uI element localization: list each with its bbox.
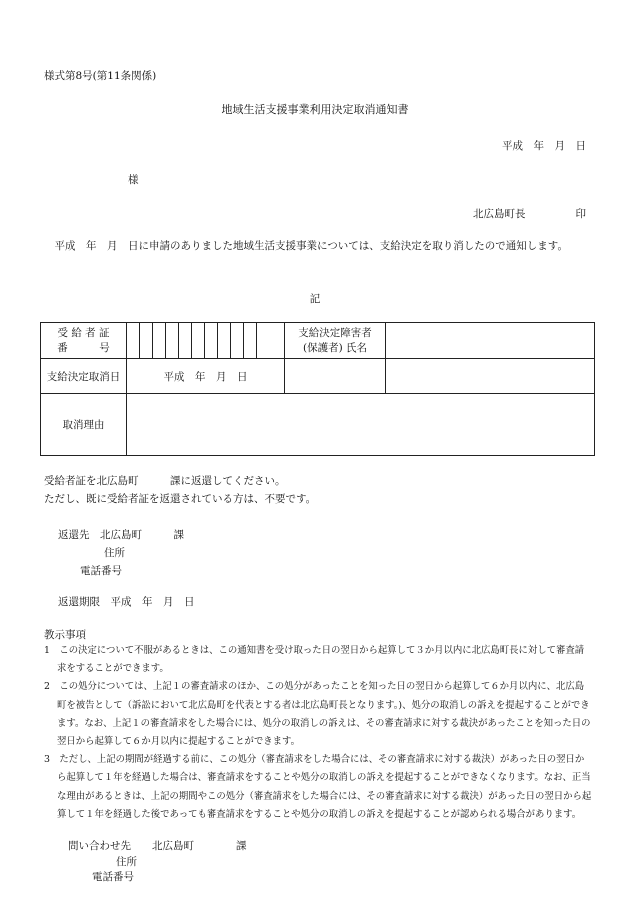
reason-value[interactable]	[127, 394, 595, 456]
cert-digit-cell[interactable]	[153, 323, 166, 359]
blank-cell	[285, 359, 386, 394]
contact-label: 問い合わせ先 北広島町 課	[68, 840, 247, 852]
form-number: 様式第8号(第11条関係)	[44, 70, 157, 82]
cert-digit-cell[interactable]	[192, 323, 205, 359]
recipient-name-value[interactable]	[386, 323, 595, 359]
table-row	[41, 323, 595, 359]
cert-digit-cell[interactable]	[127, 323, 140, 359]
contact-address-label: 住所	[116, 855, 137, 868]
list-item: 3 ただし、上記の期間が経過する前に、この処分（審査請求をした場合には、その審査請求に対する裁決）があった日の翌日から起算して１年を経過した場合は、審査請求をすることや処分の取消しの訴えを提起することができなくなります。なお、正当な理由があるときは、上記の期間やこの処分（審査請求をした場合には、その審査請求に対する裁決）があった日の翌日から起算して１年を経過した後であっても審査請求をすることや処分の取消しの訴えを提起することが認められる場合があります。	[44, 754, 592, 820]
cert-digit-cell[interactable]	[218, 323, 231, 359]
reason-label: 取消理由	[41, 394, 127, 456]
ki-heading: 記	[309, 293, 321, 305]
return-destination-label: 返還先 北広島町 課	[58, 529, 184, 541]
cancel-date-label: 支給決定取消日	[41, 359, 127, 394]
return-address-label: 住所	[104, 547, 125, 559]
issue-date: 平成 年 月 日	[502, 140, 586, 152]
contact-phone-label: 電話番号	[92, 871, 134, 883]
recipient-name-label	[285, 323, 386, 359]
return-instruction-line1: 受給者証を北広島町 課に返還してください。	[44, 475, 286, 487]
cert-digit-cell[interactable]	[231, 323, 244, 359]
cert-number-label-line2: 番 号	[57, 341, 110, 354]
cert-digit-cell[interactable]	[205, 323, 218, 359]
cancel-date-value[interactable]: 平成 年 月 日	[127, 359, 285, 394]
list-item: 1 この決定について不服があるときは、この通知書を受け取った日の翌日から起算して３か月以内に北広島町長に対して審査請求をすることができます。	[44, 645, 585, 675]
blank-cell	[386, 359, 595, 394]
cert-digit-cell[interactable]	[179, 323, 192, 359]
instructions-list	[44, 642, 592, 824]
recipient-label-line2: (保護者) 氏名	[302, 341, 368, 354]
table-row	[41, 359, 595, 394]
document-title: 地域生活支援事業利用決定取消通知書	[221, 103, 409, 116]
cert-number-label-line1: 受 給 者 証	[57, 326, 110, 339]
table-row	[41, 394, 595, 456]
return-phone-label: 電話番号	[80, 565, 122, 577]
addressee-suffix: 様	[128, 174, 139, 186]
return-deadline: 返還期限 平成 年 月 日	[58, 596, 195, 608]
issuer-name: 北広島町長	[473, 208, 526, 220]
list-item: 2 この処分については、上記１の審査請求のほか、この処分があったことを知った日の翌日から起算して６か月以内に、北広島町を被告として（訴訟において北広島町を代表とする者は北広島町長となります。)、処分の取消しの訴えを提起することができます。なお、上記１の審査請求をした場合には、処分の取消しの訴えは、その審査請求に対する裁決があったことを知った日の翌日から起算して６か月以内に提起することができます。	[44, 681, 591, 748]
return-instructions	[44, 472, 316, 508]
contact-block	[68, 839, 247, 886]
recipient-label-line1: 支給決定障害者	[298, 326, 372, 339]
seal-mark: 印	[575, 208, 586, 220]
cert-digit-cell[interactable]	[166, 323, 179, 359]
cert-digit-cell[interactable]	[244, 323, 257, 359]
instructions-title: 教示事項	[44, 629, 86, 641]
cert-spacer-cell	[257, 323, 285, 359]
cert-number-label	[41, 323, 127, 359]
notification-body: 平成 年 月 日に申請のありました地域生活支援事業については、支給決定を取り消したので通知します。	[54, 240, 568, 252]
cancellation-table	[40, 322, 595, 456]
issuer-line	[473, 206, 586, 221]
return-destination	[58, 526, 184, 580]
return-instruction-line2: ただし、既に受給者証を返還されている方は、不要です。	[44, 493, 317, 505]
cert-digit-cell[interactable]	[140, 323, 153, 359]
